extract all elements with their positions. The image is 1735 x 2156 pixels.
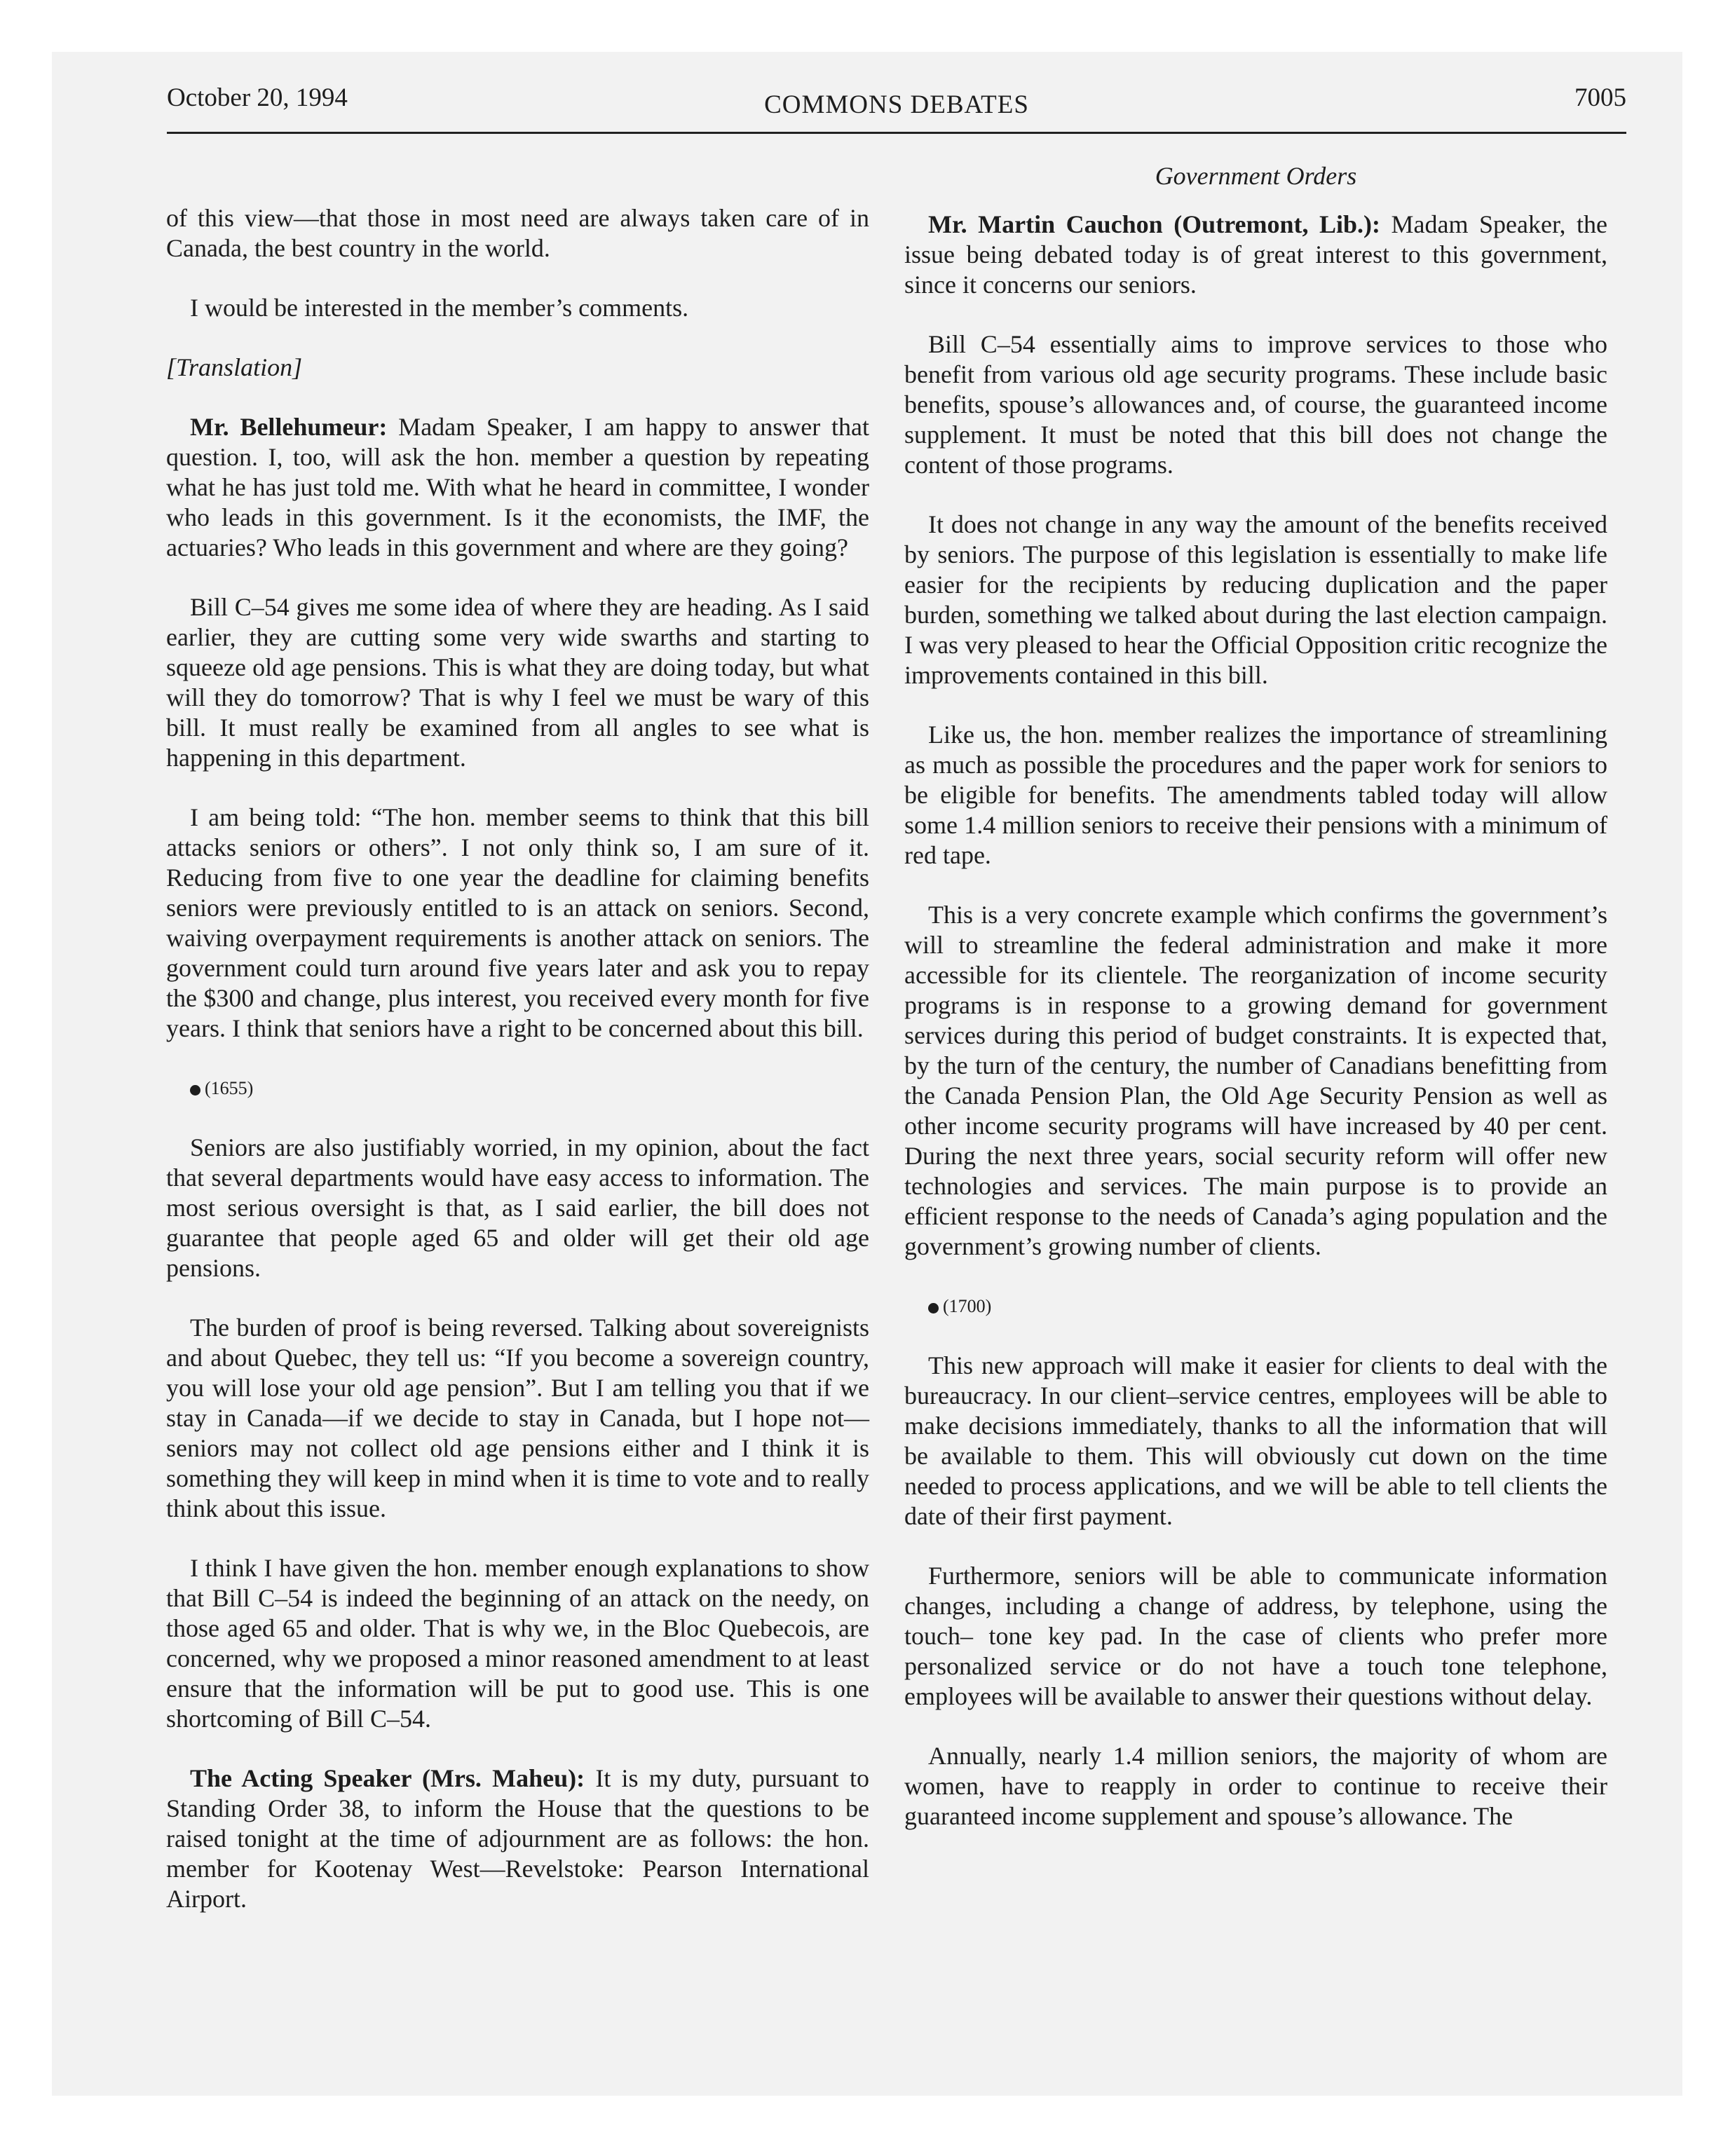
paragraph: Bill C–54 gives me some idea of where they are heading. As I said earlier, they are cutting some very wide swarths and starting to squeeze old age pensions. This is what they are doing today, but what will they do tomorrow? That is why I feel we must be wary of this bill. It must really be examined from all angles to see what is happening in this department. (166, 593, 869, 772)
paragraph: of this view—that those in most need are always taken care of in Canada, the best country in the world. (166, 204, 869, 262)
time-marker (904, 1291, 1607, 1321)
speech-paragraph (904, 210, 1607, 300)
paragraph: Like us, the hon. member realizes the importance of streamlining as much as possible the procedures and the paper work for seniors to be eligible for benefits. The amendments tabled today will allow some 1.4 million seniors to receive their pensions with a minimum of red tape. (904, 721, 1607, 869)
paragraph: The burden of proof is being reversed. Talking about sovereignists and about Quebec, they tell us: “If you become a sovereign country, you will lose your old age pension”. But I am telling you that if we stay in Canada—if we decide to stay in Canada, but I hope not—seniors may not collect old age pensions either and I think it is something they will keep in mind when it is time to vote and to really think about this issue. (166, 1314, 869, 1522)
paragraph: Bill C–54 essentially aims to improve services to those who benefit from various old age security programs. These include basic benefits, spouse’s allowances and, of course, the guaranteed income supplement. It must be noted that this bill does not change the content of those programs. (904, 330, 1607, 479)
speaker-name: The Acting Speaker (Mrs. Maheu): (190, 1764, 585, 1792)
time-marker-text: (1655) (205, 1078, 254, 1098)
bullet-icon (928, 1303, 939, 1314)
header-date: October 20, 1994 (167, 83, 348, 112)
header-page-number: 7005 (1574, 83, 1626, 112)
section-label: Government Orders (1155, 162, 1357, 190)
paragraph: I would be interested in the member’s comments. (190, 294, 689, 322)
paragraph: Annually, nearly 1.4 million seniors, the majority of whom are women, have to reapply in order to continue to receive their guaranteed income supplement and spouse’s allowance. The (904, 1742, 1607, 1830)
paragraph: Seniors are also justifiably worried, in my opinion, about the fact that several departments would have easy access to information. The most serious oversight is that, as I said earlier, the bill does not guarantee that people aged 65 and older will get their old age pensions. (166, 1133, 869, 1282)
paragraph: It does not change in any way the amount of the benefits received by seniors. The purpose of this legislation is essentially to make life easier for the recipients by reducing duplication and the paper burden, something we talked about during the last election campaign. I was very pleased to hear the Official Opposition critic recognize the improvements contained in this bill. (904, 510, 1607, 689)
right-column (904, 161, 1607, 1861)
speech-text: Madam Speaker, I am happy to answer that question. I, too, will ask the hon. member a question by repeating what he has just told me. With what he heard in committee, I wonder who leads in this government. Is it the economists, the IMF, the actuaries? Who leads in this government and where are they going? (166, 413, 869, 561)
time-marker-text: (1700) (943, 1296, 992, 1316)
speech-paragraph (166, 412, 869, 563)
paragraph: Furthermore, seniors will be able to communicate information changes, including a change of address, by telephone, using the touch– tone key pad. In the case of clients who prefer more personalized service or do not have a touch tone telephone, employees will be available to answer their questions without delay. (904, 1562, 1607, 1710)
speech-text: It is my duty, pursuant to Standing Order 38, to inform the House that the questions to be raised tonight at the time of adjournment are as follows: the hon. member for Kootenay West—Revelstoke: Pearson International Airport. (166, 1764, 870, 1913)
header-title: COMMONS DEBATES (764, 90, 1029, 119)
bullet-icon (190, 1085, 200, 1096)
paragraph: This is a very concrete example which confirms the government’s will to streamline the federal administration and make it more accessible for its clientele. The reorganization of income security programs is in response to a growing demand for government services during this period of budget constraints. It is expected that, by the turn of the century, the number of Canadians benefitting from the Canada Pension Plan, the Old Age Security Pension as well as other income security programs will have increased by 40 per cent. During the next three years, social security reform will offer new technologies and services. The main purpose is to provide an efficient response to the needs of Canada’s aging population and the government’s growing number of clients. (904, 901, 1607, 1260)
paragraph: I am being told: “The hon. member seems to think that this bill attacks seniors or others”. I not only think so, I am sure of it. Reducing from five to one year the deadline for claiming benefits seniors were previously entitled to is an attack on seniors. Second, waiving overpayment requirements is another attack on seniors. The government could turn around five years later and ask you to repay the $300 and change, plus interest, you received every month for five years. I think that seniors have a right to be concerned about this bill. (166, 803, 869, 1042)
left-column (166, 203, 869, 1944)
speech-text: Madam Speaker, the issue being debated today is of great interest to this government, since it concerns our seniors. (904, 210, 1607, 299)
speech-paragraph (166, 1763, 869, 1914)
paragraph: I think I have given the hon. member enough explanations to show that Bill C–54 is indeed the beginning of an attack on the needy, on those aged 65 and older. That is why we, in the Bloc Quebecois, are concerned, why we proposed a minor reasoned amendment to at least ensure that the information will be put to good use. This is one shortcoming of Bill C–54. (166, 1554, 869, 1733)
translation-tag: [Translation] (166, 353, 303, 381)
time-marker (166, 1073, 869, 1103)
speaker-name: Mr. Bellehumeur: (190, 413, 388, 441)
page-header (167, 79, 1626, 134)
paragraph: This new approach will make it easier for clients to deal with the bureaucracy. In our client–service centres, employees will be able to make decisions immediately, thanks to all the information that will be available to them. This will obviously cut down on the time needed to process applications, and we will be able to tell clients the date of their first payment. (904, 1351, 1607, 1530)
speaker-name: Mr. Martin Cauchon (Outremont, Lib.): (928, 210, 1381, 238)
